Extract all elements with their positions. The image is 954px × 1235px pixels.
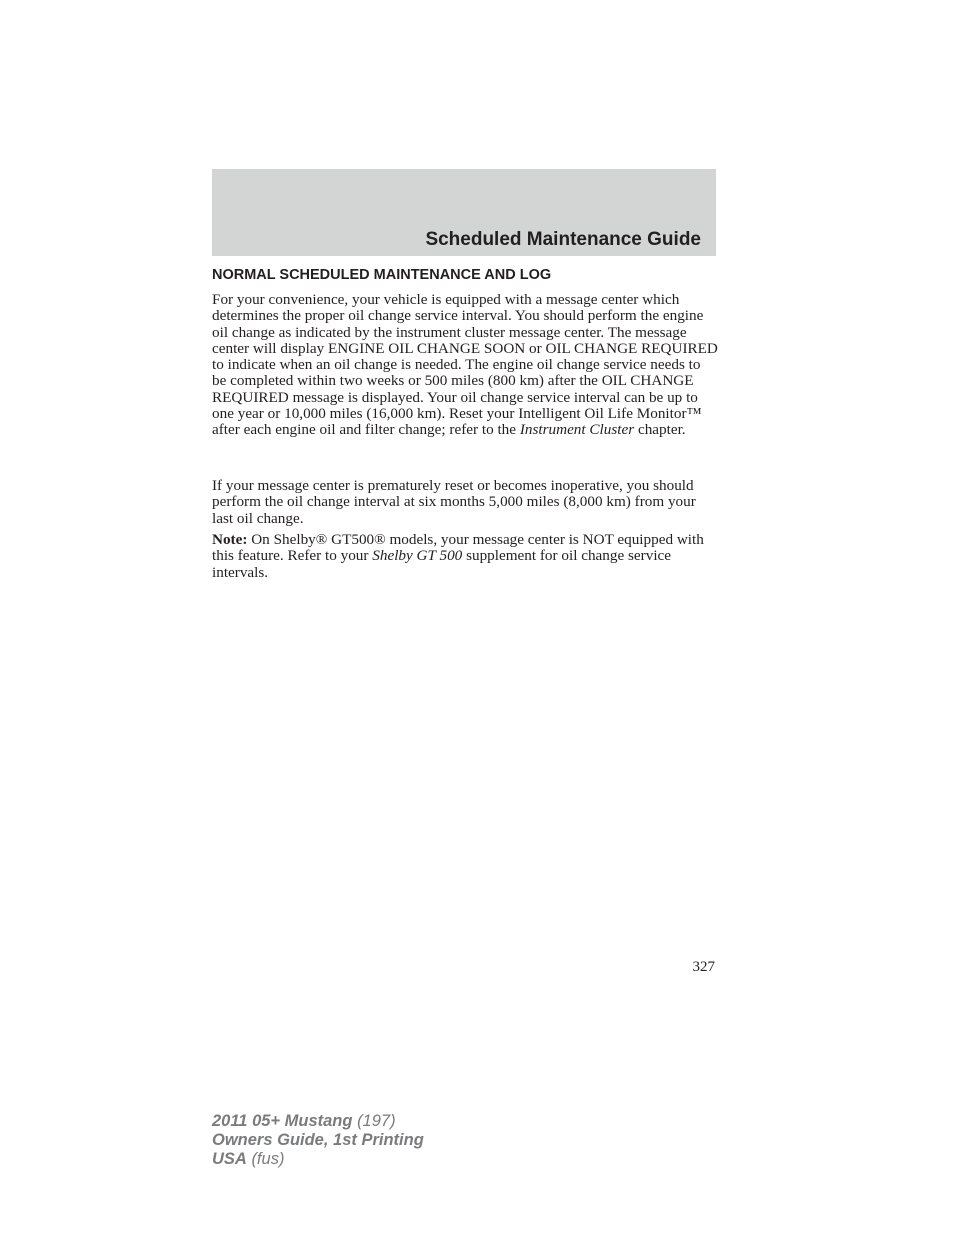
- paragraph-message-center-reset: If your message center is prematurely reset or becomes inoperative, you should perform the oil change interval at six months 5,000 miles (8,000 km) from your last oil change.: [212, 477, 696, 527]
- supplement-reference: Shelby GT 500: [372, 547, 463, 565]
- page-number: 327: [692, 959, 715, 975]
- chapter-title: Scheduled Maintenance Guide: [425, 229, 701, 250]
- footer-model-code: (197): [357, 1112, 396, 1130]
- paragraph-tail: chapter.: [637, 421, 686, 439]
- note-label: Note:: [212, 531, 248, 548]
- paragraph-oil-change-interval: [212, 292, 718, 439]
- footer-edition: Owners Guide, 1st Printing: [212, 1131, 424, 1149]
- note-text: On Shelby® GT500® models, your message center is NOT equipped with this feature. Refer to your: [212, 531, 704, 565]
- note-tail: supplement for oil change service intervals.: [212, 547, 672, 581]
- footer-line-model: [212, 1112, 424, 1131]
- footer-region: USA: [212, 1150, 247, 1168]
- chapter-header-band: [212, 169, 716, 256]
- footer-line-region: [212, 1150, 424, 1169]
- document-footer: [212, 1112, 424, 1169]
- cross-reference: Instrument Cluster: [519, 421, 635, 439]
- footer-line-edition: [212, 1131, 424, 1150]
- footer-region-code: (fus): [251, 1150, 285, 1168]
- note-paragraph: [212, 532, 718, 581]
- paragraph-text: For your convenience, your vehicle is equipped with a message center which determines the proper oil change service interval. You should perform the engine oil change as indicated by the instrument cluster message center. The message center will display ENGINE OIL CHANGE SOON or OIL CHANGE REQUIRED to indicate when an oil change is needed. The engine oil change service needs to be completed within two weeks or 500 miles (800 km) after the OIL CHANGE REQUIRED message is displayed. Your oil change service interval can be up to one year or 10,000 miles (16,000 km). Reset your Intelligent Oil Life Monitor™ after each engine oil and filter change; refer to the: [212, 291, 718, 439]
- section-heading: NORMAL SCHEDULED MAINTENANCE AND LOG: [212, 267, 552, 283]
- footer-model: 2011 05+ Mustang: [212, 1112, 353, 1130]
